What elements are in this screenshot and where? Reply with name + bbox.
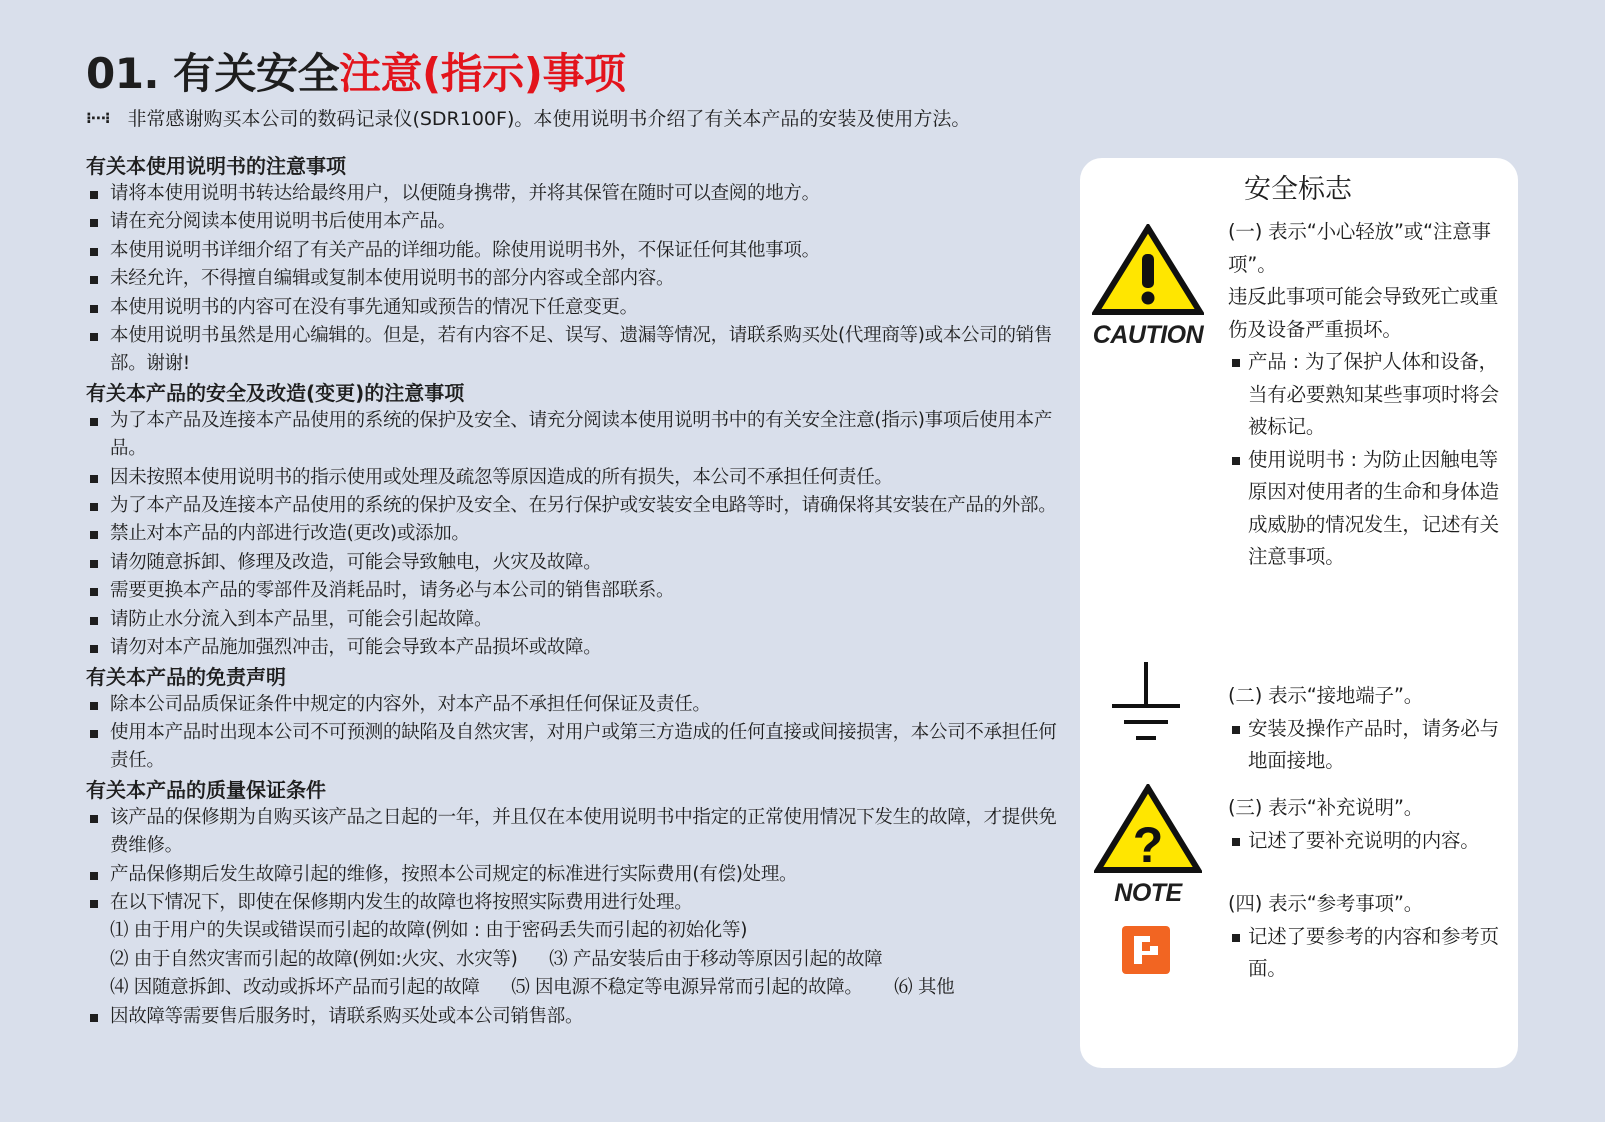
note-label: NOTE: [1114, 879, 1182, 907]
section-heading-warranty: 有关本产品的质量保证条件: [86, 777, 326, 802]
title-black: 有关安全: [173, 49, 340, 98]
ground-bullet: 安装及操作产品时，请务必与地面接地。: [1228, 713, 1508, 778]
warranty-sub-item: [86, 946, 1066, 974]
ground-terminal-icon: [1108, 660, 1184, 744]
list-item: 为了本产品及连接本产品使用的系统的保护及安全、在另行保护或安装安全电路等时，请确保将其安装在产品的外部。: [86, 492, 1066, 520]
note-description: [1228, 792, 1508, 857]
list-item: 在以下情况下，即使在保修期内发生的故障也将按照实际费用进行处理。: [86, 889, 1066, 917]
list-item: 因故障等需要售后服务时，请联系购买处或本公司销售部。: [86, 1003, 1066, 1031]
intro-line: [86, 104, 970, 133]
caution-description: [1228, 216, 1508, 574]
caution-triangle-icon: [1092, 224, 1204, 316]
list-item: 除本公司品质保证条件中规定的内容外，对本产品不承担任何保证及责任。: [86, 691, 1066, 719]
list-item: 需要更换本产品的零部件及消耗品时，请务必与本公司的销售部联系。: [86, 577, 1066, 605]
caution-label: CAUTION: [1092, 321, 1204, 349]
panel-title: 安全标志: [1244, 174, 1352, 205]
title-red: 注意(指示)事项: [339, 49, 626, 98]
warranty-list: [86, 804, 1066, 1031]
caution-bullet: 产品 : 为了保护人体和设备，当有必要熟知某些事项时将会被标记。: [1228, 346, 1508, 444]
list-item: 使用本产品时出现本公司不可预测的缺陷及自然灾害，对用户或第三方造成的任何直接或间接损害，本公司不承担任何责任。: [86, 719, 1066, 776]
section-heading-disclaimer: 有关本产品的免责声明: [86, 664, 286, 689]
manual-notes-list: [86, 180, 1066, 379]
safety-notes-list: [86, 407, 1066, 663]
list-item: 请防止水分流入到本产品里，可能会引起故障。: [86, 606, 1066, 634]
caution-symbol: [1092, 224, 1204, 350]
list-item: 未经允许，不得擅自编辑或复制本使用说明书的部分内容或全部内容。: [86, 265, 1066, 293]
list-item: 请在充分阅读本使用说明书后使用本产品。: [86, 208, 1066, 236]
dots-icon: ⁝⋯⁝: [86, 109, 110, 127]
page-title: [86, 46, 625, 102]
caution-line2: 违反此事项可能会导致死亡或重伤及设备严重损坏。: [1228, 285, 1499, 341]
note-triangle-icon: [1094, 784, 1202, 874]
disclaimer-list: [86, 691, 1066, 776]
list-item: 为了本产品及连接本产品使用的系统的保护及安全、请充分阅读本使用说明书中的有关安全注意(指示)事项后使用本产品。: [86, 407, 1066, 464]
sub-item-text: ⑵ 由于自然灾害而引起的故障(例如:火灾、水灾等): [110, 948, 518, 970]
list-item: 请勿随意拆卸、修理及改造，可能会导致触电，火灾及故障。: [86, 549, 1066, 577]
note-symbol: [1094, 784, 1202, 908]
note-bullet: 记述了要补充说明的内容。: [1228, 825, 1508, 858]
sub-item-text: ⑴ 由于用户的失误或错误而引起的故障(例如 : 由于密码丢失而引起的初始化等): [110, 920, 748, 942]
svg-text:?: ?: [1132, 817, 1164, 873]
list-item: 本使用说明书虽然是用心编辑的。但是，若有内容不足、误写、遗漏等情况，请联系购买处(代理商等)或本公司的销售部。谢谢!: [86, 322, 1066, 379]
list-item: 本使用说明书的内容可在没有事先通知或预告的情况下任意变更。: [86, 294, 1066, 322]
reference-description: [1228, 888, 1508, 986]
title-prefix: 01.: [86, 49, 159, 98]
reference-bullet: 记述了要参考的内容和参考页面。: [1228, 921, 1508, 986]
caution-line1: (一) 表示“小心轻放”或“注意事项”。: [1228, 220, 1491, 276]
caution-bullet: 使用说明书 : 为防止因触电等原因对使用者的生命和身体造成威胁的情况发生，记述有关注意事项。: [1228, 444, 1508, 574]
sub-item-text: ⑶ 产品安装后由于移动等原因引起的故障: [549, 948, 883, 970]
note-line1: (三) 表示“补充说明”。: [1228, 796, 1424, 819]
list-item: 请勿对本产品施加强烈冲击，可能会导致本产品损坏或故障。: [86, 634, 1066, 662]
list-item: 请将本使用说明书转达给最终用户，以便随身携带，并将其保管在随时可以查阅的地方。: [86, 180, 1066, 208]
warranty-sub-item: [86, 917, 1066, 945]
intro-text: 非常感谢购买本公司的数码记录仪(SDR100F)。本使用说明书介绍了有关本产品的安装及使用方法。: [127, 108, 971, 130]
list-item: 因未按照本使用说明书的指示使用或处理及疏忽等原因造成的所有损失，本公司不承担任何责任。: [86, 464, 1066, 492]
sub-item-text: ⑷ 因随意拆卸、改动或拆坏产品而引起的故障: [110, 977, 480, 999]
list-item: 本使用说明书详细介绍了有关产品的详细功能。除使用说明书外，不保证任何其他事项。: [86, 237, 1066, 265]
list-item: 该产品的保修期为自购买该产品之日起的一年，并且仅在本使用说明书中指定的正常使用情况下发生的故障，才提供免费维修。: [86, 804, 1066, 861]
section-heading-manual: 有关本使用说明书的注意事项: [86, 154, 346, 178]
reference-icon: [1122, 926, 1170, 974]
section-heading-safety: 有关本产品的安全及改造(变更)的注意事项: [86, 380, 465, 405]
ground-description: [1228, 680, 1508, 778]
sub-item-text: ⑸ 因电源不稳定等电源异常而引起的故障。: [511, 977, 863, 999]
notes-column: [86, 152, 1066, 1031]
ground-symbol: [1108, 660, 1184, 748]
reference-symbol: [1122, 926, 1170, 978]
reference-line1: (四) 表示“参考事项”。: [1228, 892, 1424, 915]
sub-item-text: ⑹ 其他: [894, 977, 955, 999]
safety-symbols-panel: [1080, 158, 1518, 1068]
list-item: 禁止对本产品的内部进行改造(更改)或添加。: [86, 520, 1066, 548]
warranty-sub-item: [86, 974, 1066, 1002]
ground-line1: (二) 表示“接地端子”。: [1228, 684, 1424, 707]
list-item: 产品保修期后发生故障引起的维修，按照本公司规定的标准进行实际费用(有偿)处理。: [86, 861, 1066, 889]
